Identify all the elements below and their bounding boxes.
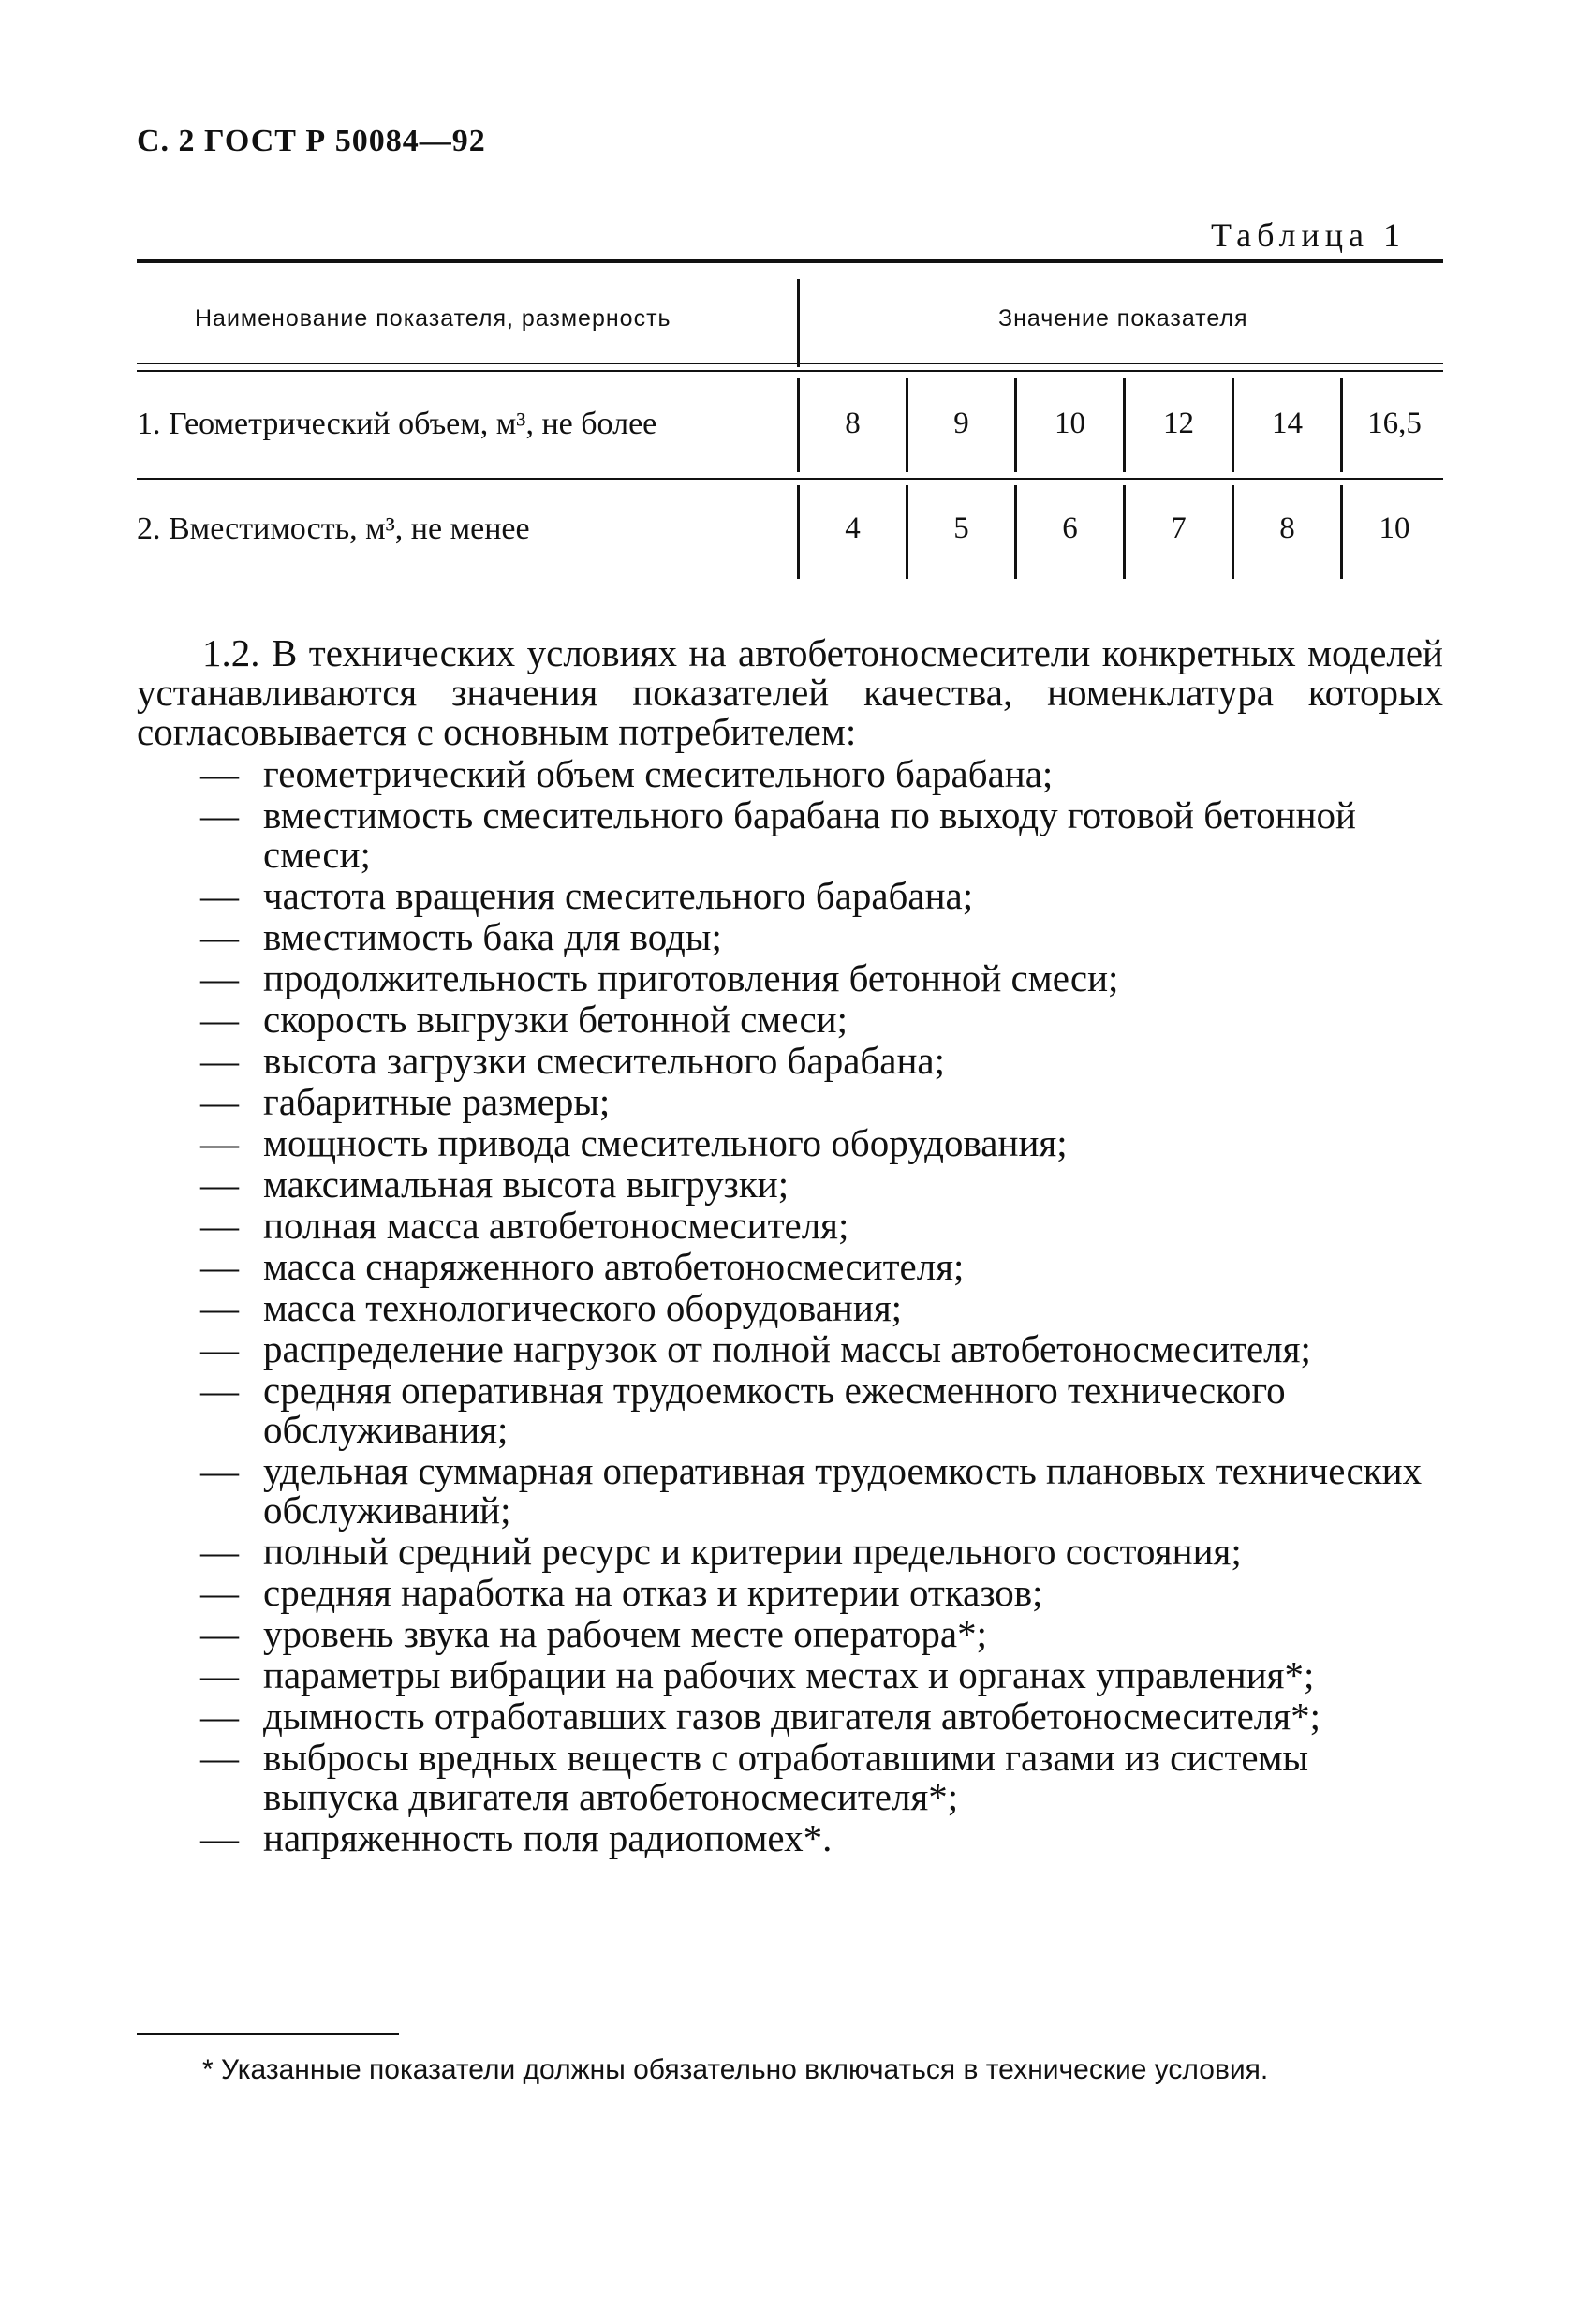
table-cell: 4 — [845, 511, 861, 545]
list-item: — скорость выгрузки бетонной смеси; — [200, 998, 848, 1041]
list-item: — полная масса автобетоносмесителя; — [200, 1204, 849, 1247]
footnote: * Указанные показатели должны обязательно включаться в технические условия. — [202, 2054, 1269, 2085]
footnote-rule — [137, 2033, 399, 2035]
table-cell: 12 — [1163, 407, 1194, 440]
table-cell: 14 — [1272, 407, 1303, 440]
table-cell: 8 — [845, 407, 861, 440]
list-item: — средняя наработка на отказ и критерии отказов; — [200, 1571, 1043, 1614]
table-cell: 16,5 — [1367, 407, 1422, 440]
list-item: — высота загрузки смесительного барабана; — [200, 1039, 946, 1082]
list-item: — геометрический объем смесительного барабана; — [200, 752, 1054, 795]
list-item: — масса технологического оборудования; — [200, 1286, 903, 1329]
col-name-header: Наименование показателя, размерность — [195, 305, 671, 332]
list-item: — масса снаряженного автобетоносмесителя; — [200, 1245, 965, 1288]
paragraph-1-2 — [137, 633, 1443, 751]
table-cell: 7 — [1171, 511, 1187, 545]
list-item: — напряженность поля радиопомех*. — [200, 1816, 833, 1859]
table-cell: 9 — [953, 407, 969, 440]
list-item: — полный средний ресурс и критерии предельного состояния; — [200, 1530, 1242, 1573]
list-item: — уровень звука на рабочем месте оператора*; — [200, 1612, 987, 1655]
list-item: — вместимость смесительного барабана по выходу готовой бетонной смеси; — [200, 793, 1356, 876]
table-header-rule — [137, 363, 1443, 372]
list-item: — распределение нагрузок от полной массы автобетоносмесителя; — [200, 1327, 1311, 1370]
list-item: — габаритные размеры; — [200, 1080, 611, 1123]
list-item: — дымность отработавших газов двигателя автобетоносмесителя*; — [200, 1695, 1320, 1738]
table-cell: 8 — [1279, 511, 1295, 545]
list-item: — продолжительность приготовления бетонной смеси; — [200, 956, 1119, 999]
list-item: — частота вращения смесительного барабана; — [200, 874, 974, 917]
list-item: — вместимость бака для воды; — [200, 915, 722, 958]
table-row-rule — [137, 478, 1443, 480]
table-cell: 10 — [1379, 511, 1410, 545]
row-1-label: 1. Геометрический объем, м³, не более — [137, 407, 657, 441]
table-top-rule — [137, 259, 1443, 263]
list-item: — параметры вибрации на рабочих местах и органах управления*; — [200, 1653, 1315, 1696]
list-item: — средняя оперативная трудоемкость ежесменного технического обслуживания; — [200, 1369, 1286, 1451]
table-caption: Таблица 1 — [1211, 216, 1406, 254]
list-item: — выбросы вредных веществ с отработавшими газами из системы выпуска двигателя автобетоносмесителя*; — [200, 1736, 1309, 1818]
list-item: — максимальная высота выгрузки; — [200, 1162, 789, 1206]
page-header: С. 2 ГОСТ Р 50084—92 — [137, 124, 486, 158]
table-cell: 10 — [1055, 407, 1085, 440]
paragraph-text: 1.2. В технических условиях на автобетоносмесители конкретных моделей устанавливаются значения показателей качества, номенклатура которых согласовывается с основным потребителем: — [137, 631, 1443, 753]
row-2-label: 2. Вместимость, м³, не менее — [137, 511, 530, 546]
table-cell: 5 — [953, 511, 969, 545]
list-item: — удельная суммарная оперативная трудоемкость плановых технических обслуживаний; — [200, 1449, 1423, 1532]
list-item: — мощность привода смесительного оборудования; — [200, 1121, 1068, 1164]
col-value-header: Значение показателя — [998, 305, 1248, 332]
table-cell: 6 — [1062, 511, 1078, 545]
quality-indicators-list — [137, 754, 1443, 1859]
